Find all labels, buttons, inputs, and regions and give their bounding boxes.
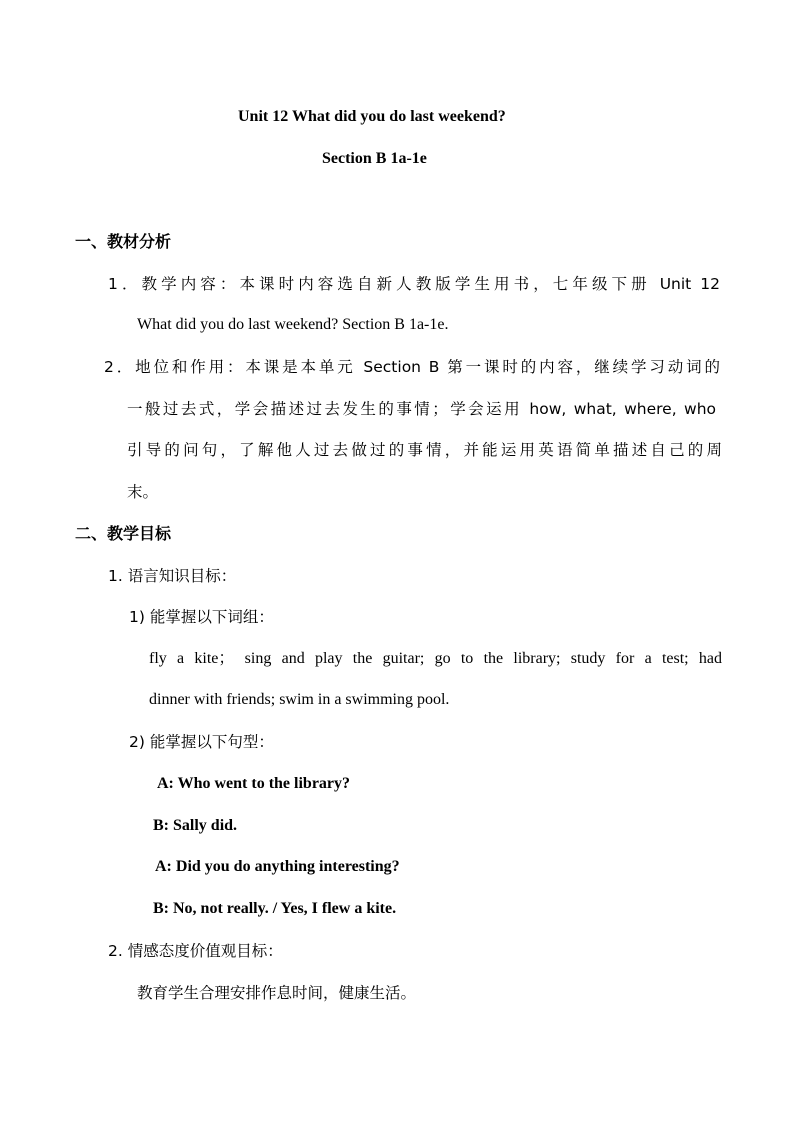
item2-line1: 2．地位和作用：本课是本单元 Section B 第一课时的内容，继续学习动词的 [104,358,720,376]
goal2-text: 教育学生合理安排作息时间，健康生活。 [137,984,417,1002]
sentence-line: B: Sally did. [153,817,238,834]
sentence-line: A: Did you do anything interesting? [155,858,400,875]
sentence-line: B: No, not really. / Yes, I flew a kite. [153,900,397,917]
phrases-line1: fly a kite； sing and play the guitar; go to the library; study for a test; had [149,650,722,667]
sentence-line: A: Who went to the library? [157,775,351,792]
section-heading-materials: 一、教材分析 [75,232,172,251]
sub1-label: 1) 能掌握以下词组： [129,608,274,626]
section-heading-objectives: 二、教学目标 [75,524,172,543]
goal2-label: 2. 情感态度价值观目标： [108,942,283,960]
item1-line2: What did you do last weekend? Section B 1a-1e. [137,316,449,333]
goal1-label: 1. 语言知识目标： [108,567,237,585]
item2-line2: 一般过去式，学会描述过去发生的事情；学会运用 how, what, where, who [127,400,716,418]
item1-line1: 1．教学内容：本课时内容选自新人教版学生用书，七年级下册 Unit 12 [108,275,720,293]
phrases-line2: dinner with friends; swim in a swimming pool. [149,691,450,708]
document-subtitle: Section B 1a-1e [322,150,427,167]
item2-line4: 末。 [127,483,159,501]
document-title: Unit 12 What did you do last weekend? [238,108,506,125]
sub2-label: 2) 能掌握以下句型： [129,733,274,751]
item2-line3: 引导的问句，了解他人过去做过的事情，并能运用英语简单描述自己的周 [127,441,722,459]
